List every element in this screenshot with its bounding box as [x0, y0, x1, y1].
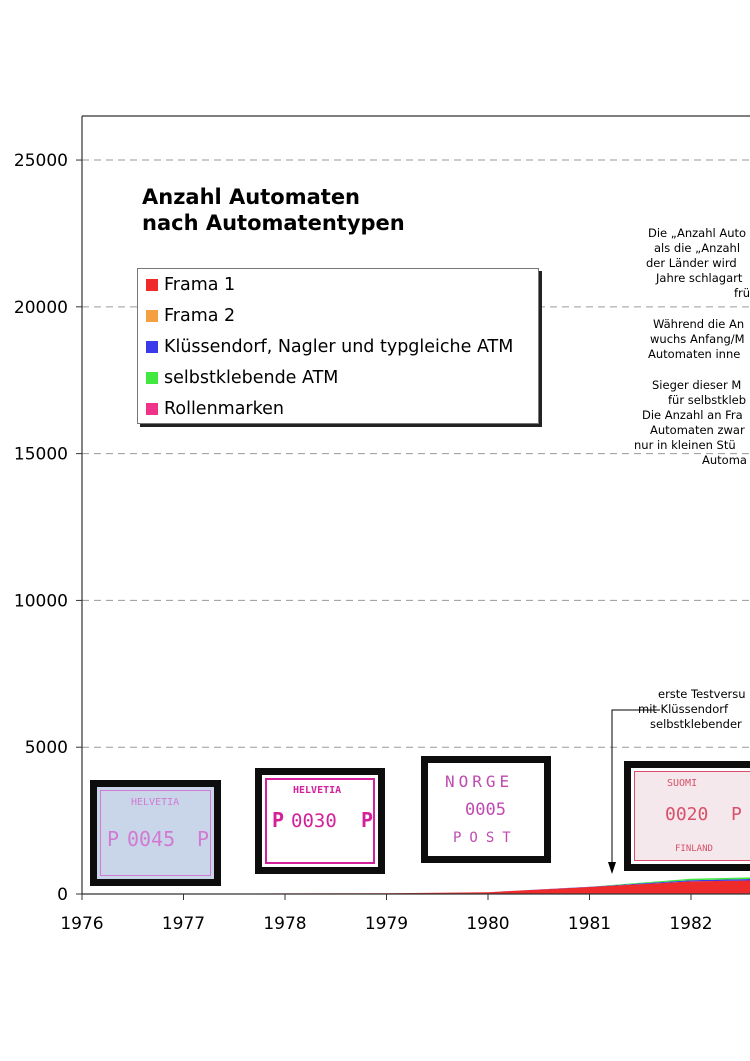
- stamp-bottom-text: FINLAND: [675, 844, 713, 854]
- note-line: Die „Anzahl Auto: [648, 226, 747, 240]
- legend-swatch: [146, 279, 158, 291]
- stamp-frame: [265, 778, 375, 864]
- legend-item-rollenmarken: [138, 393, 538, 424]
- stamp-frame: [431, 766, 541, 853]
- x-tick-label: 1977: [161, 914, 206, 934]
- stamp-norge-0005: [421, 756, 551, 863]
- x-tick-label: 1979: [364, 914, 409, 934]
- legend-label: selbstklebende ATM: [164, 367, 339, 388]
- y-tick-label: 10000: [13, 591, 68, 612]
- x-tick-label: 1982: [669, 914, 713, 934]
- stamp-value: 0005: [465, 800, 506, 820]
- legend-label: Klüssendorf, Nagler und typgleiche ATM: [164, 336, 514, 357]
- legend-label: Frama 1: [164, 274, 236, 295]
- note-line: frü: [734, 286, 750, 300]
- legend-label: Frama 2: [164, 305, 236, 326]
- stamp-bottom-text: POST: [453, 830, 519, 846]
- stamp-frame: [634, 771, 750, 861]
- x-tick-label: 1980: [466, 914, 510, 934]
- y-tick-label: 5000: [24, 738, 68, 759]
- note-line: Automa: [702, 453, 747, 467]
- note-line: als die „Anzahl: [654, 241, 741, 255]
- x-ticks: [60, 894, 712, 934]
- y-tick-label: 0: [57, 885, 68, 905]
- legend-swatch: [146, 341, 158, 353]
- stamp-side-left: P: [107, 827, 120, 851]
- note-line: der Länder wird: [646, 256, 737, 270]
- y-tick-label: 25000: [13, 151, 68, 172]
- note-paragraph-3: [604, 378, 750, 468]
- chart-title-line-2: nach Automatentypen: [142, 211, 405, 235]
- legend: [137, 268, 539, 424]
- stamp-side-left: P: [272, 808, 285, 832]
- annotation-line: selbstklebender: [650, 717, 742, 731]
- legend-label: Rollenmarken: [164, 398, 284, 419]
- stamp-side-right: P: [197, 827, 210, 851]
- stamp-suomi-0020: [624, 761, 750, 871]
- x-tick-label: 1981: [567, 914, 612, 934]
- note-text: [604, 226, 750, 484]
- annotation-line: erste Testversu: [658, 687, 746, 701]
- note-line: für selbstkleb: [668, 393, 747, 407]
- y-tick-label: 20000: [13, 297, 68, 318]
- x-tick-label: 1976: [60, 914, 104, 934]
- note-line: Die Anzahl an Fra: [642, 408, 743, 422]
- stamp-value: 0020: [665, 804, 709, 825]
- chart-title-line-1: Anzahl Automaten: [142, 185, 361, 209]
- x-tick-label: 1978: [263, 914, 307, 934]
- note-paragraph-1: [604, 226, 750, 301]
- stamp-country: HELVETIA: [293, 785, 342, 796]
- annotation-text: [620, 687, 750, 732]
- stamp-country: HELVETIA: [131, 797, 180, 808]
- stamp-helvetia-0045: [90, 780, 221, 886]
- legend-item-frama-1: [138, 269, 538, 300]
- note-line: Sieger dieser M: [652, 378, 742, 392]
- stamp-country: SUOMI: [667, 778, 698, 789]
- legend-swatch: [146, 403, 158, 415]
- note-line: Automaten zwar: [650, 423, 745, 437]
- annotation-arrowhead: [608, 862, 616, 874]
- annotation-line: mit Klüssendorf: [638, 702, 729, 716]
- stamp-side-right: P: [731, 804, 742, 825]
- stamp-frame: [100, 790, 211, 876]
- legend-item-frama-2: [138, 300, 538, 331]
- stamp-helvetia-0030: [255, 768, 385, 874]
- y-ticks: [14, 151, 82, 905]
- note-paragraph-2: [604, 317, 750, 362]
- stamp-country: NORGE: [445, 772, 514, 791]
- legend-swatch: [146, 372, 158, 384]
- chart-title: [142, 184, 405, 236]
- stamp-value: 0045: [127, 827, 176, 851]
- note-line: wuchs Anfang/M: [650, 332, 745, 346]
- legend-item-selbstklebende: [138, 362, 538, 393]
- legend-swatch: [146, 310, 158, 322]
- note-line: Automaten inne: [648, 347, 741, 361]
- note-line: nur in kleinen Stü: [634, 438, 736, 452]
- legend-item-kluessendorf: [138, 331, 538, 362]
- stamp-side-right: P: [361, 808, 374, 832]
- y-tick-label: 15000: [13, 444, 68, 465]
- stamp-value: 0030: [291, 810, 337, 832]
- note-line: Jahre schlagart: [656, 271, 743, 285]
- note-line: Während die An: [653, 317, 745, 331]
